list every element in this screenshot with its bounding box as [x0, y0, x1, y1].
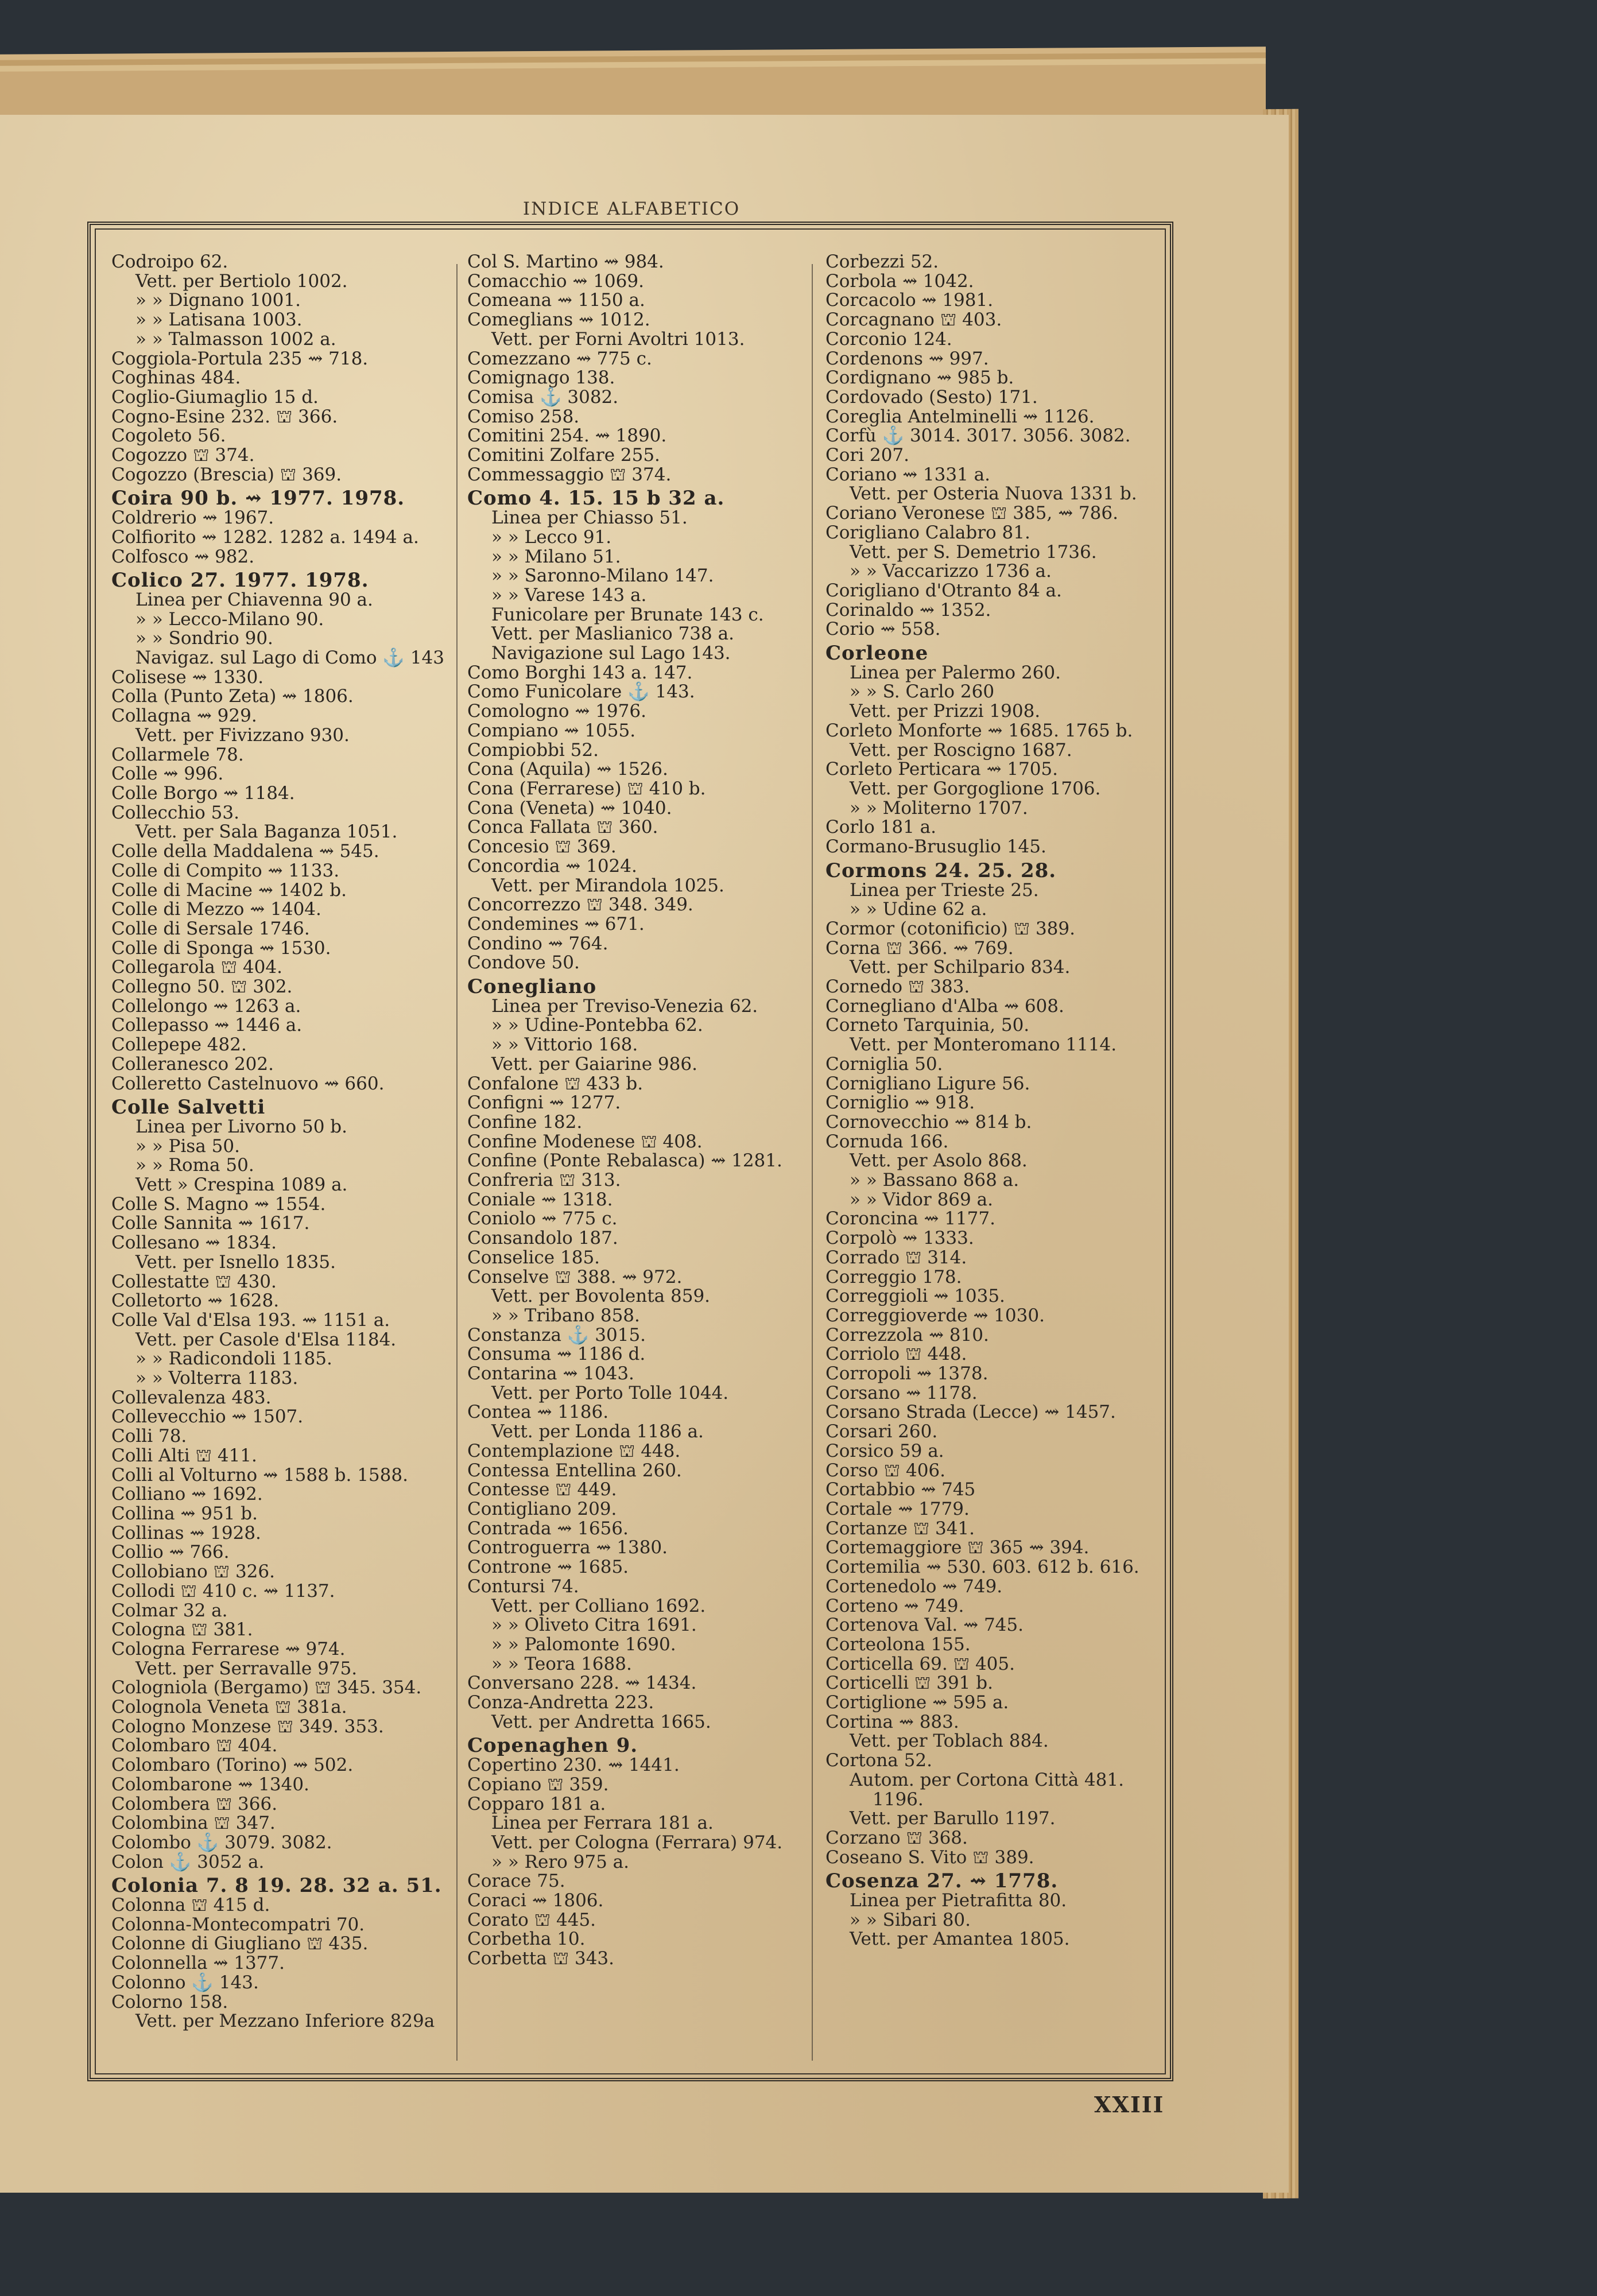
index-entry: Cordignano ⇝ 985 b. — [825, 367, 1014, 389]
index-entry: Corticella 69. ⛫ 405. — [825, 1653, 1015, 1674]
index-heading: Colonia 7. 8 19. 28. 32 a. 51. — [111, 1874, 442, 1898]
index-entry: Vett. per Bovolenta 859. — [491, 1286, 711, 1307]
index-entry: Collevecchio ⇝ 1507. — [111, 1406, 304, 1428]
index-entry: Confalone ⛫ 433 b. — [467, 1073, 644, 1094]
index-entry: Corsano Strada (Lecce) ⇝ 1457. — [825, 1402, 1116, 1423]
index-entry: Colle Sannita ⇝ 1617. — [111, 1213, 310, 1234]
index-entry: Correggioverde ⇝ 1030. — [825, 1305, 1045, 1326]
column-divider — [456, 264, 458, 2061]
index-heading: Colle Salvetti — [111, 1096, 266, 1119]
index-entry: Copertino 230. ⇝ 1441. — [467, 1755, 680, 1776]
index-entry: Linea per Palermo 260. — [850, 662, 1061, 683]
index-entry: Vett. per Mezzano Inferiore 829a — [135, 2011, 435, 2032]
index-entry: Corbetta ⛫ 343. — [467, 1948, 615, 1969]
index-entry: 1196. — [873, 1789, 924, 1810]
index-entry: Colon ⚓ 3052 a. — [111, 1851, 265, 1872]
index-entry: Colle S. Magno ⇝ 1554. — [111, 1193, 326, 1215]
index-entry: Vett. per Isnello 1835. — [135, 1251, 336, 1273]
index-entry: » » Vittorio 168. — [491, 1034, 638, 1056]
index-entry: Conversano 228. ⇝ 1434. — [467, 1673, 697, 1694]
index-entry: Corropoli ⇝ 1378. — [825, 1363, 989, 1384]
index-entry: Cortanze ⛫ 341. — [825, 1518, 975, 1539]
index-entry: Comezzano ⇝ 775 c. — [467, 348, 652, 369]
index-entry: Comignago 138. — [467, 367, 615, 389]
index-entry: Cortiglione ⇝ 595 a. — [825, 1692, 1009, 1713]
index-entry: Corniglianο Ligure 56. — [825, 1073, 1030, 1094]
index-heading: Cosenza 27. ⇝ 1778. — [825, 1870, 1059, 1893]
index-entry: Vett. per Asolo 868. — [850, 1150, 1028, 1172]
index-entry: Como Borghi 143 a. 147. — [467, 662, 693, 683]
index-entry: Colombina ⛫ 347. — [111, 1813, 276, 1834]
index-entry: Linea per Ferrara 181 a. — [491, 1813, 714, 1834]
index-entry: Cormano-Brusuglio 145. — [825, 836, 1046, 858]
index-entry: Coraci ⇝ 1806. — [467, 1890, 604, 1911]
index-entry: Corteno ⇝ 749. — [825, 1595, 964, 1616]
index-entry: Vett. per S. Demetrio 1736. — [850, 541, 1097, 563]
index-entry: Corneto Tarquinia, 50. — [825, 1015, 1030, 1036]
index-entry: Vett. per Porto Tolle 1044. — [491, 1382, 729, 1403]
index-entry: Navigaz. sul Lago di Como ⚓ 143 — [135, 647, 445, 669]
index-entry: Corriolo ⛫ 448. — [825, 1344, 967, 1365]
index-entry: Coriano ⇝ 1331 a. — [825, 464, 990, 485]
index-entry: » » Roma 50. — [135, 1155, 254, 1176]
index-entry: Cortemaggiore ⛫ 365 ⇝ 394. — [825, 1537, 1090, 1558]
index-entry: Colletorto ⇝ 1628. — [111, 1290, 280, 1312]
index-entry: Correggioli ⇝ 1035. — [825, 1286, 1005, 1307]
index-entry: Cormor (cotonificio) ⛫ 389. — [825, 918, 1075, 939]
index-entry: Coriano Veronese ⛫ 385, ⇝ 786. — [825, 503, 1118, 524]
index-entry: » » Latisana 1003. — [135, 309, 303, 331]
index-entry: Corcagnano ⛫ 403. — [825, 309, 1002, 331]
index-entry: » » Radicondoli 1185. — [135, 1348, 332, 1370]
index-entry: » » Udine-Pontebba 62. — [491, 1015, 703, 1036]
index-entry: Vett. per Maslianico 738 a. — [491, 623, 734, 645]
index-entry: Colombaro ⛫ 404. — [111, 1735, 278, 1756]
index-entry: Correzzola ⇝ 810. — [825, 1324, 989, 1345]
index-entry: Vett. per Osteria Nuova 1331 b. — [850, 483, 1137, 505]
index-entry: Collina ⇝ 951 b. — [111, 1503, 258, 1524]
index-entry: Collarmele 78. — [111, 744, 244, 765]
index-entry: Corniglia 50. — [825, 1053, 943, 1075]
index-entry: Confreria ⛫ 313. — [467, 1170, 621, 1191]
index-entry: Vett. per Mirandola 1025. — [491, 875, 724, 896]
index-entry: » » Dignano 1001. — [135, 290, 301, 311]
index-entry: Contarina ⇝ 1043. — [467, 1363, 634, 1384]
index-entry: Vett. per Andretta 1665. — [491, 1711, 711, 1732]
index-entry: Coreglia Antelminelli ⇝ 1126. — [825, 406, 1095, 427]
index-entry: Concesio ⛫ 369. — [467, 836, 617, 858]
index-entry: Colombaro (Torino) ⇝ 502. — [111, 1755, 354, 1776]
index-entry: Coldrerio ⇝ 1967. — [111, 507, 274, 529]
index-entry: Collegno 50. ⛫ 302. — [111, 976, 293, 998]
index-entry: Controne ⇝ 1685. — [467, 1557, 629, 1578]
index-entry: Collobiano ⛫ 326. — [111, 1561, 275, 1583]
index-entry: Contursi 74. — [467, 1576, 579, 1597]
index-entry: Colonne di Giugliano ⛫ 435. — [111, 1933, 369, 1954]
index-entry: Vett » Crespina 1089 a. — [135, 1174, 348, 1196]
index-entry: Vett. per Londa 1186 a. — [491, 1421, 704, 1442]
index-entry: Controguerra ⇝ 1380. — [467, 1537, 668, 1558]
index-entry: Vett. per Sala Baganza 1051. — [135, 821, 398, 843]
index-heading: Colico 27. 1977. 1978. — [111, 569, 369, 592]
page-number: XXIII — [1094, 2092, 1165, 2117]
index-entry: Cogno-Esine 232. ⛫ 366. — [111, 406, 338, 427]
index-entry: Copiano ⛫ 359. — [467, 1774, 609, 1795]
index-entry: Colisese ⇝ 1330. — [111, 666, 264, 688]
index-entry: » » Sondrio 90. — [135, 628, 273, 649]
index-entry: Contessa Entellina 260. — [467, 1460, 682, 1481]
index-entry: Consuma ⇝ 1186 d. — [467, 1344, 646, 1365]
index-entry: Colognola Veneta ⛫ 381a. — [111, 1697, 347, 1718]
index-entry: Condino ⇝ 764. — [467, 933, 608, 954]
index-entry: Corigliano d'Otranto 84 a. — [825, 580, 1062, 601]
index-entry: » » Varese 143 a. — [491, 584, 647, 606]
running-head: INDICE ALFABETICO — [522, 199, 741, 219]
index-entry: Corpolò ⇝ 1333. — [825, 1228, 974, 1249]
index-entry: Comisa ⚓ 3082. — [467, 386, 619, 408]
index-entry: » » Milano 51. — [491, 546, 621, 567]
index-entry: Cornuda 166. — [825, 1131, 949, 1152]
index-entry: Corniglio ⇝ 918. — [825, 1092, 975, 1114]
index-entry: Vett. per Schilpario 834. — [850, 957, 1071, 978]
index-entry: Copparo 181 a. — [467, 1793, 606, 1814]
index-entry: Confine 182. — [467, 1111, 583, 1133]
index-entry: Corleto Perticara ⇝ 1705. — [825, 759, 1059, 780]
index-entry: Cordenons ⇝ 997. — [825, 348, 989, 369]
index-entry: Linea per Chiasso 51. — [491, 507, 688, 529]
index-entry: Funicolare per Brunate 143 c. — [491, 604, 764, 625]
index-entry: Corzano ⛫ 368. — [825, 1827, 968, 1848]
index-entry: Collelongo ⇝ 1263 a. — [111, 995, 301, 1017]
index-entry: Contigliano 209. — [467, 1499, 617, 1519]
index-entry: Colonna ⛫ 415 d. — [111, 1895, 270, 1916]
index-entry: Vett. per Monteromano 1114. — [850, 1034, 1117, 1056]
index-entry: Vett. per Forni Avoltri 1013. — [491, 328, 745, 350]
column-divider — [812, 264, 813, 2061]
index-entry: Colli Alti ⛫ 411. — [111, 1445, 257, 1466]
index-entry: » » Lecco 91. — [491, 526, 612, 548]
index-entry: Cornegliano d'Alba ⇝ 608. — [825, 995, 1064, 1017]
index-entry: Concordia ⇝ 1024. — [467, 855, 637, 876]
index-entry: Collodi ⛫ 410 c. ⇝ 1137. — [111, 1580, 335, 1601]
index-heading: Coira 90 b. ⇝ 1977. 1978. — [111, 487, 405, 510]
index-entry: » » Bassano 868 a. — [850, 1170, 1020, 1191]
index-entry: Corinaldo ⇝ 1352. — [825, 599, 991, 620]
index-entry: Contemplazione ⛫ 448. — [467, 1440, 681, 1461]
index-entry: Contesse ⛫ 449. — [467, 1479, 617, 1500]
index-entry: Codroipo 62. — [111, 253, 228, 272]
index-entry: Linea per Chiavenna 90 a. — [135, 589, 373, 610]
index-entry: Compiobbi 52. — [467, 739, 599, 761]
index-entry: Configni ⇝ 1277. — [467, 1092, 621, 1114]
index-entry: Colonno ⚓ 143. — [111, 1972, 259, 1993]
index-entry: Collesano ⇝ 1834. — [111, 1232, 277, 1254]
index-entry: Coniale ⇝ 1318. — [467, 1189, 613, 1210]
index-entry: Coseano S. Vito ⛫ 389. — [825, 1847, 1034, 1868]
index-entry: Colorno 158. — [111, 1991, 228, 2012]
index-entry: Colonnella ⇝ 1377. — [111, 1953, 285, 1974]
index-entry: Compiano ⇝ 1055. — [467, 720, 636, 741]
index-entry: » » Teora 1688. — [491, 1653, 632, 1674]
index-entry: Cordovado (Sesto) 171. — [825, 386, 1038, 408]
index-entry: Cogozzo (Brescia) ⛫ 369. — [111, 464, 342, 485]
index-entry: Contrada ⇝ 1656. — [467, 1518, 629, 1539]
index-entry: Collio ⇝ 766. — [111, 1542, 230, 1563]
index-entry: Corbola ⇝ 1042. — [825, 270, 974, 292]
index-entry: Collepepe 482. — [111, 1034, 247, 1056]
index-entry: Cona (Ferrarese) ⛫ 410 b. — [467, 778, 706, 799]
index-entry: Corsari 260. — [825, 1421, 938, 1442]
index-entry: Cologno Monzese ⛫ 349. 353. — [111, 1716, 384, 1737]
index-entry: Corigliano Calabro 81. — [825, 522, 1030, 543]
index-entry: Colliano ⇝ 1692. — [111, 1484, 263, 1505]
index-entry: Comitini 254. ⇝ 1890. — [467, 425, 667, 447]
index-entry: Cortina ⇝ 883. — [825, 1711, 959, 1732]
index-entry: Vett. per Amantea 1805. — [850, 1929, 1070, 1950]
index-entry: Cortabbio ⇝ 745 — [825, 1479, 976, 1500]
index-entry: » » Saronno-Milano 147. — [491, 565, 714, 587]
index-entry: Colfosco ⇝ 982. — [111, 546, 255, 567]
index-entry: Colleretto Castelnuovo ⇝ 660. — [111, 1073, 385, 1094]
index-entry: Cori 207. — [825, 445, 909, 466]
index-entry: Concorrezzo ⛫ 348. 349. — [467, 894, 693, 916]
index-entry: Cortenova Val. ⇝ 745. — [825, 1615, 1024, 1636]
index-entry: Cogoleto 56. — [111, 425, 226, 447]
index-entry: Coroncina ⇝ 1177. — [825, 1208, 995, 1230]
index-column-3 — [825, 253, 1170, 2066]
index-entry: Coggiola-Portula 235 ⇝ 718. — [111, 348, 369, 369]
index-entry: » » Vidor 869 a. — [850, 1189, 993, 1210]
index-entry: Colle di Sersale 1746. — [111, 918, 310, 939]
index-entry: Commessaggio ⛫ 374. — [467, 464, 672, 485]
index-entry: Confine Modenese ⛫ 408. — [467, 1131, 703, 1152]
index-heading: Conegliano — [467, 975, 597, 999]
index-entry: Colonna-Montecompatri 70. — [111, 1914, 365, 1935]
index-entry: Colleranesco 202. — [111, 1053, 274, 1075]
index-entry: Colle Val d'Elsa 193. ⇝ 1151 a. — [111, 1309, 390, 1331]
index-entry: Condove 50. — [467, 952, 580, 974]
index-entry: Comiso 258. — [467, 406, 580, 427]
index-entry: Comitini Zolfare 255. — [467, 445, 660, 466]
index-entry: Cologna ⛫ 381. — [111, 1619, 253, 1640]
index-entry: Vett. per Gaiarine 986. — [491, 1053, 697, 1075]
index-entry: Como Funicolare ⚓ 143. — [467, 681, 695, 703]
index-entry: Comologno ⇝ 1976. — [467, 701, 646, 722]
index-entry: Coniolo ⇝ 775 c. — [467, 1208, 618, 1230]
index-entry: Corcacolo ⇝ 1981. — [825, 290, 994, 311]
index-entry: » » Udine 62 a. — [850, 899, 987, 920]
index-entry: Colle di Compito ⇝ 1133. — [111, 860, 340, 881]
index-entry: Vett. per Bertiolo 1002. — [135, 270, 348, 292]
index-entry: » » Volterra 1183. — [135, 1368, 299, 1389]
index-entry: » » Sibari 80. — [850, 1909, 971, 1930]
index-entry: Conselice 185. — [467, 1247, 600, 1268]
index-entry: Coghinas 484. — [111, 367, 241, 389]
index-entry: Cortenedolo ⇝ 749. — [825, 1576, 1003, 1597]
index-heading: Como 4. 15. 15 b 32 a. — [467, 487, 725, 510]
index-entry: Vett. per Prizzi 1908. — [850, 701, 1041, 722]
index-entry: Vett. per Toblach 884. — [850, 1731, 1049, 1752]
index-entry: » » Oliveto Citra 1691. — [491, 1615, 697, 1636]
index-entry: Corna ⛫ 366. ⇝ 769. — [825, 937, 1014, 959]
index-entry: » » Pisa 50. — [135, 1135, 240, 1157]
index-entry: Conca Fallata ⛫ 360. — [467, 817, 658, 838]
index-entry: Linea per Livorno 50 b. — [135, 1116, 347, 1137]
index-entry: Corsano ⇝ 1178. — [825, 1382, 978, 1403]
index-entry: Corleto Monforte ⇝ 1685. 1765 b. — [825, 720, 1133, 741]
index-entry: Cologniola (Bergamo) ⛫ 345. 354. — [111, 1677, 422, 1698]
index-entry: Corato ⛫ 445. — [467, 1909, 596, 1930]
index-entry: Cornedo ⛫ 383. — [825, 976, 970, 998]
index-entry: Comacchio ⇝ 1069. — [467, 270, 644, 292]
index-entry: Vett. per Casole d'Elsa 1184. — [135, 1329, 397, 1350]
index-entry: Collecchio 53. — [111, 802, 239, 823]
index-entry: Linea per Treviso-Venezia 62. — [491, 995, 758, 1017]
index-entry: Condemines ⇝ 671. — [467, 913, 645, 934]
index-entry: Colfiorito ⇝ 1282. 1282 a. 1494 a. — [111, 526, 419, 548]
index-entry: » » Rero 975 a. — [491, 1851, 630, 1872]
index-entry: Cona (Aquila) ⇝ 1526. — [467, 759, 668, 780]
index-entry: Collestatte ⛫ 430. — [111, 1271, 277, 1292]
index-entry: Corso ⛫ 406. — [825, 1460, 945, 1481]
index-entry: Conselve ⛫ 388. ⇝ 972. — [467, 1266, 683, 1287]
index-entry: Conza-Andretta 223. — [467, 1692, 654, 1713]
index-entry: » » Talmasson 1002 a. — [135, 328, 336, 350]
index-entry: Corbetha 10. — [467, 1929, 586, 1950]
index-entry: Corlo 181 a. — [825, 817, 936, 838]
index-entry: Corbezzi 52. — [825, 253, 939, 272]
index-entry: Collevalenza 483. — [111, 1387, 272, 1408]
index-entry: Colli 78. — [111, 1426, 187, 1447]
index-entry: Cologna Ferrarese ⇝ 974. — [111, 1638, 346, 1659]
index-entry: Cortale ⇝ 1779. — [825, 1499, 970, 1519]
index-entry: » » Tribano 858. — [491, 1305, 640, 1326]
index-entry: Collagna ⇝ 929. — [111, 705, 257, 727]
index-entry: Linea per Pietrafitta 80. — [850, 1890, 1067, 1911]
index-entry: Colmar 32 a. — [111, 1600, 228, 1621]
index-entry: Correggio 178. — [825, 1266, 962, 1287]
index-entry: Colle ⇝ 996. — [111, 763, 224, 785]
index-entry: Colle Borgo ⇝ 1184. — [111, 782, 295, 804]
index-entry: Contea ⇝ 1186. — [467, 1402, 609, 1423]
index-entry: Corfù ⚓ 3014. 3017. 3056. 3082. — [825, 425, 1131, 447]
index-entry: Comeana ⇝ 1150 a. — [467, 290, 645, 311]
index-heading: Copenaghen 9. — [467, 1734, 638, 1758]
index-entry: Colla (Punto Zeta) ⇝ 1806. — [111, 686, 354, 707]
index-entry: Vett. per Fivizzano 930. — [135, 724, 350, 746]
index-entry: Collepasso ⇝ 1446 a. — [111, 1015, 303, 1036]
index-entry: Corconio 124. — [825, 328, 952, 350]
index-entry: Autom. per Cortona Città 481. — [850, 1769, 1124, 1790]
index-entry: Consandolo 187. — [467, 1228, 618, 1249]
index-entry: Corrado ⛫ 314. — [825, 1247, 967, 1268]
index-entry: Colle di Sponga ⇝ 1530. — [111, 937, 331, 959]
index-entry: Constanza ⚓ 3015. — [467, 1324, 646, 1345]
index-entry: Cornovecchio ⇝ 814 b. — [825, 1111, 1032, 1133]
index-column-2 — [467, 253, 807, 2066]
index-entry: Coglio-Giumaglio 15 d. — [111, 386, 319, 408]
index-entry: » » Palomonte 1690. — [491, 1634, 676, 1655]
index-column-1 — [111, 253, 451, 2066]
index-entry: Collegarola ⛫ 404. — [111, 957, 282, 978]
index-entry: Corsico 59 a. — [825, 1440, 944, 1461]
index-entry: Col S. Martino ⇝ 984. — [467, 253, 664, 272]
index-entry: Vett. per Cologna (Ferrara) 974. — [491, 1832, 783, 1853]
index-entry: Colombarone ⇝ 1340. — [111, 1774, 309, 1795]
index-entry: Colle di Macine ⇝ 1402 b. — [111, 879, 347, 901]
index-entry: Colle di Mezzo ⇝ 1404. — [111, 899, 321, 920]
index-heading: Cormons 24. 25. 28. — [825, 859, 1057, 882]
index-entry: Colombera ⛫ 366. — [111, 1793, 278, 1814]
index-entry: Vett. per Gorgoglione 1706. — [850, 778, 1101, 799]
index-entry: Vett. per Roscigno 1687. — [850, 739, 1072, 761]
index-entry: Cortona 52. — [825, 1750, 932, 1771]
index-entry: Colombo ⚓ 3079. 3082. — [111, 1832, 332, 1853]
index-entry: Collinas ⇝ 1928. — [111, 1522, 261, 1543]
index-entry: Comeglians ⇝ 1012. — [467, 309, 650, 331]
index-entry: Colle della Maddalena ⇝ 545. — [111, 841, 379, 862]
index-entry: Corace 75. — [467, 1871, 565, 1892]
index-entry: Navigazione sul Lago 143. — [491, 643, 731, 664]
index-heading: Corleone — [825, 642, 929, 665]
index-entry: Cogozzo ⛫ 374. — [111, 445, 255, 466]
index-entry: » » S. Carlo 260 — [850, 681, 995, 703]
index-entry: Cortemilia ⇝ 530. 603. 612 b. 616. — [825, 1557, 1139, 1578]
index-entry: » » Lecco-Milano 90. — [135, 608, 324, 630]
index-entry: Linea per Trieste 25. — [850, 879, 1039, 901]
index-entry: Colli al Volturno ⇝ 1588 b. 1588. — [111, 1464, 408, 1486]
index-entry: Cona (Veneta) ⇝ 1040. — [467, 797, 672, 819]
index-entry: » » Moliterno 1707. — [850, 797, 1028, 819]
index-entry: Confine (Ponte Rebalasca) ⇝ 1281. — [467, 1150, 782, 1172]
index-entry: Corteolona 155. — [825, 1634, 971, 1655]
index-entry: Vett. per Colliano 1692. — [491, 1595, 706, 1616]
index-entry: Vett. per Serravalle 975. — [135, 1658, 358, 1679]
index-entry: Corticelli ⛫ 391 b. — [825, 1673, 993, 1694]
index-entry: Vett. per Barullo 1197. — [850, 1808, 1056, 1829]
index-entry: » » Vaccarizzo 1736 a. — [850, 561, 1052, 582]
index-entry: Corio ⇝ 558. — [825, 619, 941, 640]
